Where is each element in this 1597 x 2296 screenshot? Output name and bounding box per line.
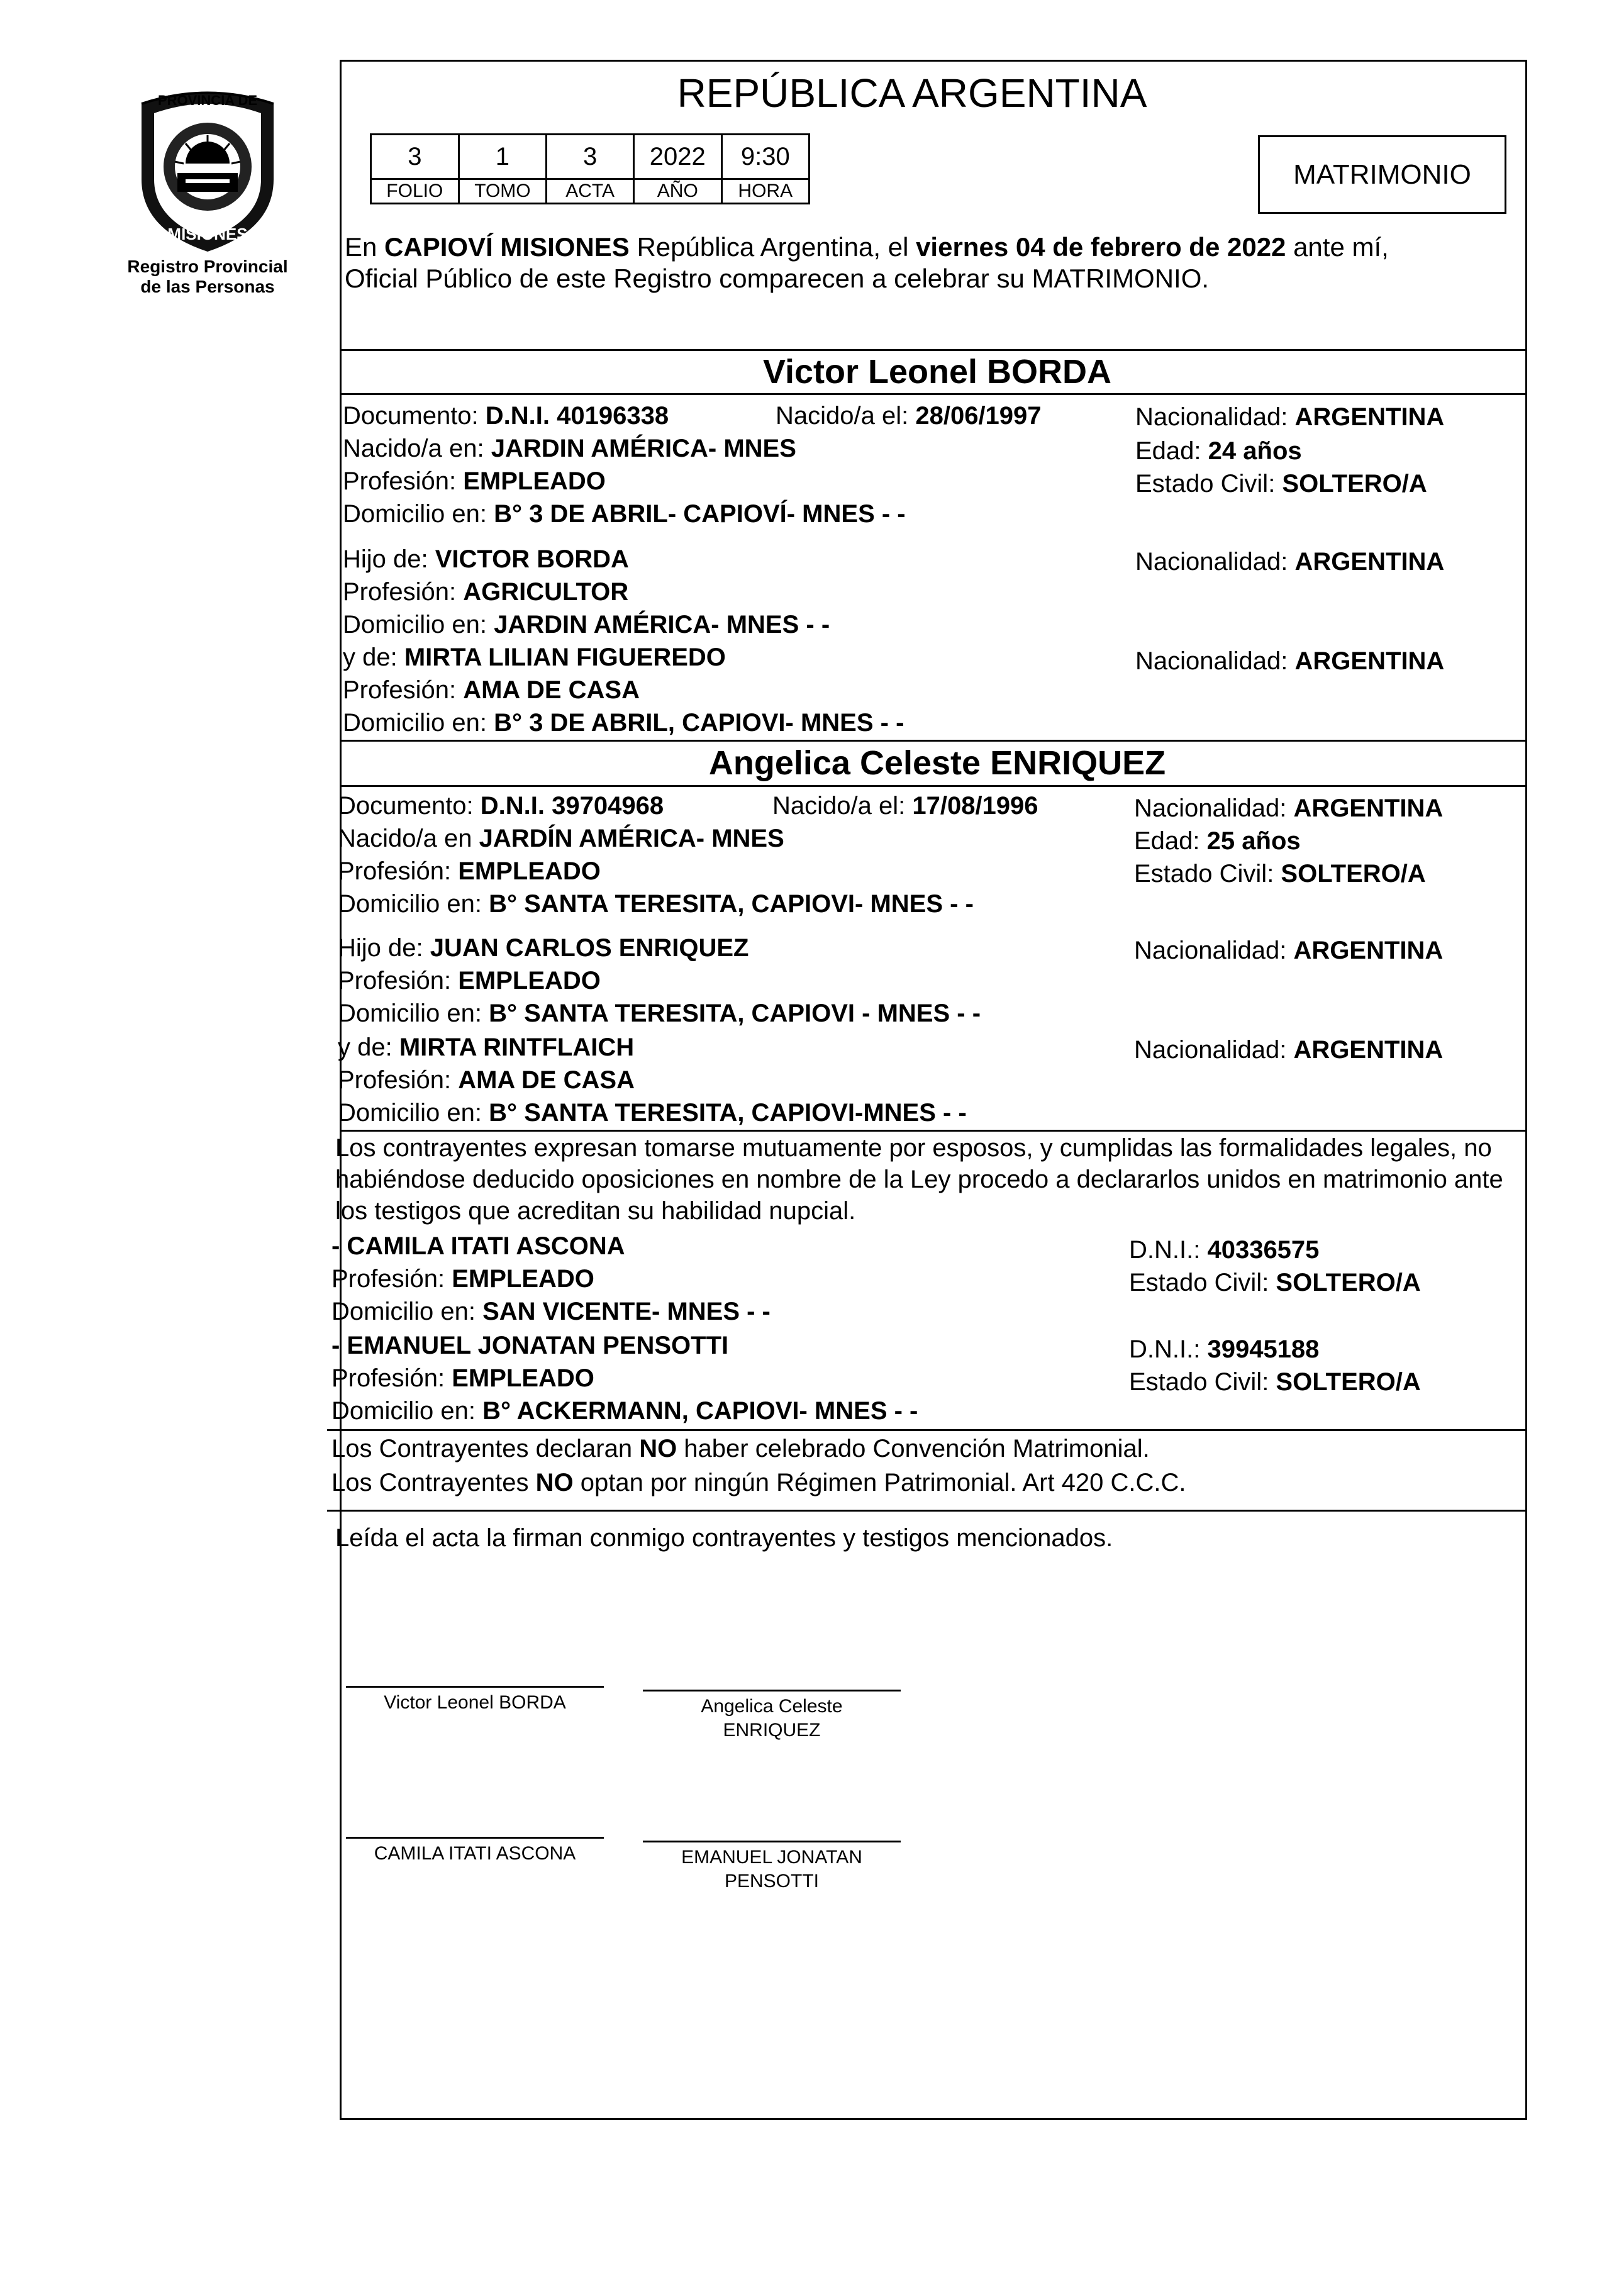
signature-label-1: [346, 1691, 604, 1715]
witness2-name: [331, 1331, 728, 1360]
spouse1-father-name: [343, 545, 629, 574]
anio-label: AÑO: [634, 179, 722, 204]
spouse1-mother: MIRTA LILIAN FIGUEREDO: [404, 644, 726, 671]
convention2-text-c: optan por ningún Régimen Patrimonial. Art 420 C.C.C.: [573, 1469, 1186, 1496]
spouse1-nacionalidad: [1135, 403, 1444, 432]
label-domicilio: Domicilio en:: [338, 1099, 489, 1127]
label-hijo-de: Hijo de:: [343, 545, 435, 573]
divider-spouse2-head: [340, 785, 1527, 787]
spouse2-dni: D.N.I. 39704968: [480, 792, 664, 820]
spouse1-marital-status: SOLTERO/A: [1282, 470, 1427, 498]
tomo-value: 1: [459, 135, 547, 179]
label-domicilio: Domicilio en:: [338, 890, 489, 918]
spouse2-mother-address: B° SANTA TERESITA, CAPIOVI-MNES - -: [489, 1099, 967, 1127]
spouse2-mother-profesion: [338, 1066, 635, 1095]
spouse1-father-nacionalidad: [1135, 547, 1444, 576]
signature-label-3: [346, 1842, 604, 1866]
spouse1-documento: [343, 401, 669, 430]
convention-line-2: [331, 1468, 1186, 1497]
label-profesion: Profesión:: [343, 676, 464, 704]
spouse2-estado-civil: [1134, 859, 1426, 888]
spouse2-father-nacionalidad: [1134, 936, 1443, 965]
convention1-text-a: Los Contrayentes declaran: [331, 1435, 640, 1463]
witness2-address: B° ACKERMANN, CAPIOVI- MNES - -: [482, 1397, 918, 1425]
signature-4-name-line2: PENSOTTI: [724, 1871, 819, 1892]
witness1-occupation: EMPLEADO: [452, 1265, 594, 1293]
witness2-dni: [1129, 1335, 1319, 1364]
spouse1-father-nationality: ARGENTINA: [1294, 548, 1445, 576]
label-nacionalidad: Nacionalidad:: [1134, 794, 1294, 822]
witness1-address: SAN VICENTE- MNES - -: [482, 1298, 771, 1325]
spouse1-father-domicilio: [343, 610, 830, 639]
intro-date: viernes 04 de febrero de 2022: [916, 232, 1286, 262]
spouse1-father-occupation: AGRICULTOR: [463, 578, 629, 606]
divider-spouse2: [340, 740, 1527, 742]
label-nacionalidad: Nacionalidad:: [1135, 548, 1295, 576]
spouse2-father-domicilio: [338, 999, 981, 1028]
intro-line-2: Oficial Público de este Registro comparecen a celebrar su MATRIMONIO.: [345, 264, 1210, 293]
label-estado-civil: Estado Civil:: [1129, 1269, 1276, 1296]
declaration-line-2: habiéndose deducido oposiciones en nombre de la Ley procedo a declararlos unidos en matrimonio ante: [335, 1166, 1503, 1193]
label-domicilio: Domicilio en:: [338, 1000, 489, 1027]
label-hijo-de: Hijo de:: [338, 934, 430, 962]
witness1-domicilio: [331, 1297, 771, 1326]
spouse1-domicilio: [343, 499, 906, 528]
divider-closing: [327, 1510, 1527, 1512]
witness2-marital-status: SOLTERO/A: [1276, 1368, 1421, 1396]
spouse1-mother-occupation: AMA DE CASA: [463, 676, 640, 704]
convention2-no: NO: [535, 1469, 574, 1496]
spouse2-heading: Angelica Celeste ENRIQUEZ: [708, 744, 1166, 782]
label-profesion: Profesión:: [338, 967, 459, 995]
registry-emblem: [126, 85, 289, 255]
registry-caption-line1: Registro Provincial: [127, 257, 288, 276]
spouse2-birthplace: JARDÍN AMÉRICA- MNES: [479, 825, 784, 852]
spouse2-mother-nacionalidad: [1134, 1035, 1443, 1064]
convention2-text-a: Los Contrayentes: [331, 1469, 536, 1496]
spouse1-mother-nacionalidad: [1135, 647, 1444, 676]
label-domicilio: Domicilio en:: [331, 1298, 483, 1325]
label-domicilio: Domicilio en:: [331, 1397, 483, 1425]
convention1-no: NO: [639, 1435, 677, 1463]
spouse1-address: B° 3 DE ABRIL- CAPIOVÍ- MNES - -: [494, 500, 906, 528]
signature-line-2: [643, 1690, 901, 1691]
spouse2-documento: [338, 791, 664, 820]
label-profesion: Profesión:: [343, 578, 464, 606]
spouse1-estado-civil: [1135, 469, 1427, 498]
witness2-estado-civil: [1129, 1368, 1421, 1396]
convention-line-1: [331, 1434, 1150, 1463]
witness2-profesion: [331, 1364, 594, 1393]
label-documento: Documento:: [343, 402, 486, 430]
witness1-dni: [1129, 1235, 1319, 1264]
signature-label-2: [643, 1695, 901, 1742]
label-documento: Documento:: [338, 792, 481, 820]
spouse1-edad: [1135, 437, 1302, 465]
spouse2-age: 25 años: [1206, 827, 1301, 855]
label-nacionalidad: Nacionalidad:: [1134, 1036, 1294, 1064]
label-profesion: Profesión:: [338, 857, 459, 885]
spouse1-age: 24 años: [1208, 437, 1302, 465]
hora-label: HORA: [721, 179, 809, 204]
label-estado-civil: Estado Civil:: [1129, 1368, 1276, 1396]
spouse1-birthdate: 28/06/1997: [915, 402, 1042, 430]
label-y-de: y de:: [338, 1034, 399, 1061]
spouse2-domicilio: [338, 889, 974, 918]
divider-spouse1-head: [340, 393, 1527, 395]
spouse2-edad: [1134, 827, 1301, 855]
spouse1-nationality: ARGENTINA: [1294, 403, 1445, 431]
registry-caption: [107, 257, 308, 297]
spouse2-mother-domicilio: [338, 1098, 967, 1127]
label-nacido-en: Nacido/a en:: [343, 435, 491, 462]
folio-label: FOLIO: [371, 179, 459, 204]
witness1: - CAMILA ITATI ASCONA: [331, 1232, 625, 1260]
spouse2-nacido-el: [772, 791, 1038, 820]
divider-conventions: [327, 1429, 1527, 1431]
emblem-top-text: PROVINCIA DE: [157, 92, 258, 108]
declaration-line-1: Los contrayentes expresan tomarse mutuamente por esposos, y cumplidas las formalidades legales, no: [335, 1134, 1492, 1162]
witness1-profesion: [331, 1264, 594, 1293]
spouse1-dni: D.N.I. 40196338: [485, 402, 669, 430]
label-profesion: Profesión:: [331, 1265, 452, 1293]
witness1-marital-status: SOLTERO/A: [1276, 1269, 1421, 1296]
spouse2-profesion: [338, 857, 601, 886]
intro-text-c: ante mí,: [1286, 232, 1389, 262]
label-domicilio: Domicilio en:: [343, 500, 494, 528]
intro-line-1: [345, 233, 1389, 262]
spouse2-father-name: [338, 933, 748, 962]
witness1-dni-value: 40336575: [1207, 1236, 1320, 1264]
spouse1-father-profesion: [343, 577, 628, 606]
spouse1-father-address: JARDIN AMÉRICA- MNES - -: [494, 611, 830, 638]
spouse2-occupation: EMPLEADO: [458, 857, 601, 885]
signature-label-4: [643, 1846, 901, 1893]
acta-label: ACTA: [547, 179, 634, 204]
spouse1-birthplace: JARDIN AMÉRICA- MNES: [491, 435, 796, 462]
tomo-label: TOMO: [459, 179, 547, 204]
label-nacionalidad: Nacionalidad:: [1134, 937, 1294, 964]
signature-4-name-line1: EMANUEL JONATAN: [681, 1847, 862, 1868]
emblem-bottom-text: MISIONES: [167, 225, 248, 243]
label-nacionalidad: Nacionalidad:: [1135, 403, 1295, 431]
label-edad: Edad:: [1134, 827, 1207, 855]
spouse2-father-occupation: EMPLEADO: [458, 967, 601, 995]
spouse1-mother-nationality: ARGENTINA: [1294, 647, 1445, 675]
signature-line-3: [346, 1837, 604, 1839]
spouse2-mother-occupation: AMA DE CASA: [458, 1066, 635, 1094]
signature-1-name: Victor Leonel BORDA: [384, 1692, 566, 1713]
folio-value: 3: [371, 135, 459, 179]
label-dni: D.N.I.:: [1129, 1236, 1208, 1264]
label-estado-civil: Estado Civil:: [1135, 470, 1283, 498]
label-profesion: Profesión:: [331, 1364, 452, 1392]
signature-3-name: CAMILA ITATI ASCONA: [374, 1843, 576, 1864]
convention1-text-c: haber celebrado Convención Matrimonial.: [677, 1435, 1150, 1463]
spouse1-heading: Victor Leonel BORDA: [762, 353, 1112, 391]
spouse1-nacido-el: [776, 401, 1042, 430]
witness1-estado-civil: [1129, 1268, 1421, 1297]
signature-2-name-line2: ENRIQUEZ: [723, 1720, 821, 1741]
label-edad: Edad:: [1135, 437, 1208, 465]
label-nacido-el: Nacido/a el:: [772, 792, 913, 820]
country-title: REPÚBLICA ARGENTINA: [677, 70, 1147, 116]
spouse1-father: VICTOR BORDA: [435, 545, 629, 573]
closing-text: Leída el acta la firman conmigo contrayentes y testigos mencionados.: [335, 1524, 1113, 1552]
label-domicilio: Domicilio en:: [343, 611, 494, 638]
spouse2-mother-name: [338, 1033, 634, 1062]
label-profesion: Profesión:: [338, 1066, 459, 1094]
spouse2-mother: MIRTA RINTFLAICH: [399, 1034, 635, 1061]
label-nacionalidad: Nacionalidad:: [1135, 647, 1295, 675]
declaration-line-3: los testigos que acreditan su habilidad nupcial.: [335, 1197, 856, 1225]
spouse2-father-nationality: ARGENTINA: [1293, 937, 1444, 964]
label-dni: D.N.I.:: [1129, 1335, 1208, 1363]
hora-value: 9:30: [721, 135, 809, 179]
registry-caption-line2: de las Personas: [140, 277, 275, 296]
signature-2-name-line1: Angelica Celeste: [701, 1696, 843, 1717]
spouse2-address: B° SANTA TERESITA, CAPIOVI- MNES - -: [489, 890, 974, 918]
divider-declaration: [340, 1130, 1527, 1132]
spouse2-mother-nationality: ARGENTINA: [1293, 1036, 1444, 1064]
label-nacido-en: Nacido/a en: [338, 825, 479, 852]
spouse1-mother-profesion: [343, 676, 640, 705]
label-domicilio: Domicilio en:: [343, 709, 494, 737]
label-profesion: Profesión:: [343, 467, 464, 495]
signature-line-1: [346, 1686, 604, 1688]
folio-table: [370, 133, 810, 204]
spouse1-nacido-en: [343, 434, 796, 463]
witness2: - EMANUEL JONATAN PENSOTTI: [331, 1332, 729, 1359]
spouse2-marital-status: SOLTERO/A: [1281, 860, 1426, 888]
act-type-box: MATRIMONIO: [1258, 135, 1506, 214]
spouse1-profesion: [343, 467, 606, 496]
witness2-domicilio: [331, 1396, 918, 1425]
spouse2-father: JUAN CARLOS ENRIQUEZ: [430, 934, 749, 962]
label-nacido-el: Nacido/a el:: [776, 402, 916, 430]
anio-value: 2022: [634, 135, 722, 179]
label-estado-civil: Estado Civil:: [1134, 860, 1281, 888]
intro-text-b: República Argentina, el: [629, 232, 916, 262]
divider-header: [340, 349, 1527, 351]
spouse1-mother-name: [343, 643, 726, 672]
spouse2-nacionalidad: [1134, 794, 1443, 823]
signature-line-4: [643, 1841, 901, 1842]
intro-place: CAPIOVÍ MISIONES: [384, 232, 630, 262]
witness1-name: [331, 1232, 625, 1261]
spouse1-mother-domicilio: [343, 708, 904, 737]
spouse2-nacido-en: [338, 824, 784, 853]
spouse2-birthdate: 17/08/1996: [912, 792, 1038, 820]
spouse2-nationality: ARGENTINA: [1293, 794, 1444, 822]
spouse1-mother-address: B° 3 DE ABRIL, CAPIOVI- MNES - -: [494, 709, 904, 737]
spouse2-father-address: B° SANTA TERESITA, CAPIOVI - MNES - -: [489, 1000, 981, 1027]
label-y-de: y de:: [343, 644, 404, 671]
spouse1-occupation: EMPLEADO: [463, 467, 606, 495]
spouse2-father-profesion: [338, 966, 601, 995]
witness2-dni-value: 39945188: [1207, 1335, 1320, 1363]
intro-text-a: En: [345, 232, 385, 262]
witness2-occupation: EMPLEADO: [452, 1364, 594, 1392]
acta-value: 3: [547, 135, 634, 179]
